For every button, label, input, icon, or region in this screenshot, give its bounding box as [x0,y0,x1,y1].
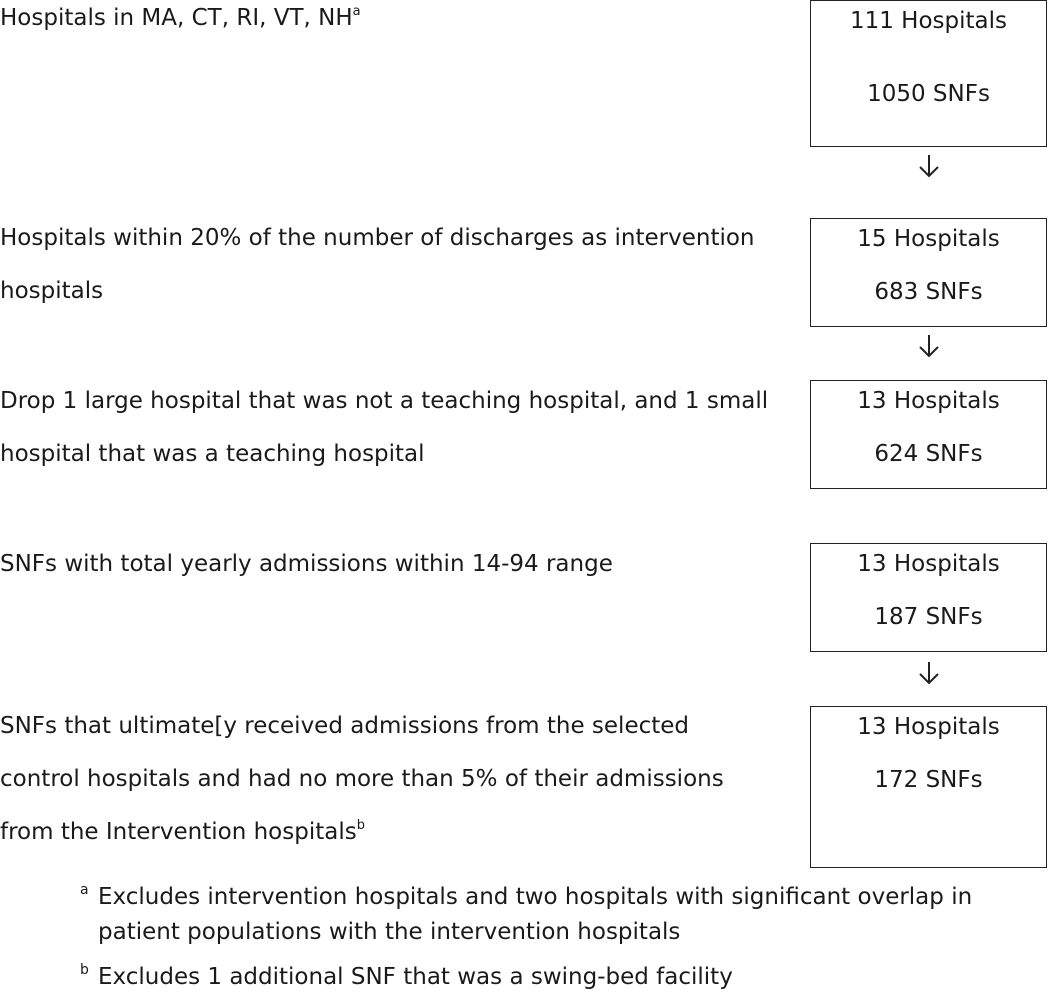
stage-5-count-box [810,706,1047,868]
stage-5-description-line: from the Intervention hospitals [0,819,357,845]
stage-2-snfs-count: 683 SNFs [874,279,983,305]
stage-5-description-line: SNFs that ultimate[y received admissions from the selected [0,713,690,739]
stage-4-hospitals-count: 13 Hospitals [857,551,1000,577]
stage-5-hospitals-count: 13 Hospitals [857,714,1000,740]
stage-3-description [0,375,768,481]
stage-1-footnote-marker: a [352,4,361,19]
stage-4-description [0,538,613,591]
down-arrow-icon [917,660,941,686]
footnote-a-line: Excludes intervention hospitals and two hospitals with significant overlap in [98,884,973,910]
stage-3-description-line: hospital that was a teaching hospital [0,441,425,467]
stage-1-description [0,0,361,45]
footnote-b [80,960,733,995]
stage-4-count-box [810,543,1047,652]
stage-4-snfs-count: 187 SNFs [874,604,983,630]
stage-1-snfs-count: 1050 SNFs [867,81,990,107]
stage-5-footnote-marker: b [356,818,365,833]
down-arrow-icon [917,333,941,359]
stage-3-description-line: Drop 1 large hospital that was not a teaching hospital, and 1 small [0,388,769,414]
footnote-a-marker: a [80,882,89,898]
down-arrow-icon [917,153,941,179]
footnote-a-line: patient populations with the intervention hospitals [98,919,681,945]
stage-2-description [0,212,755,318]
stage-1-hospitals-count: 111 Hospitals [849,8,1008,34]
footnote-a [80,880,972,950]
stage-1-description-line: Hospitals in MA, CT, RI, VT, NH [0,5,353,31]
stage-2-description-line: hospitals [0,278,104,304]
stage-5-description [0,700,724,859]
stage-4-description-line: SNFs with total yearly admissions within 14-94 range [0,551,613,577]
stage-2-count-box [810,218,1047,327]
stage-3-snfs-count: 624 SNFs [874,441,983,467]
stage-3-count-box [810,380,1047,489]
stage-2-hospitals-count: 15 Hospitals [857,226,1000,252]
stage-1-count-box [810,0,1047,147]
footnote-b-marker: b [80,962,89,978]
stage-2-description-line: Hospitals within 20% of the number of discharges as intervention [0,225,755,251]
stage-3-hospitals-count: 13 Hospitals [857,388,1000,414]
footnote-b-line: Excludes 1 additional SNF that was a swing-bed facility [98,964,733,990]
stage-5-snfs-count: 172 SNFs [874,767,983,793]
stage-5-description-line: control hospitals and had no more than 5% of their admissions [0,766,724,792]
